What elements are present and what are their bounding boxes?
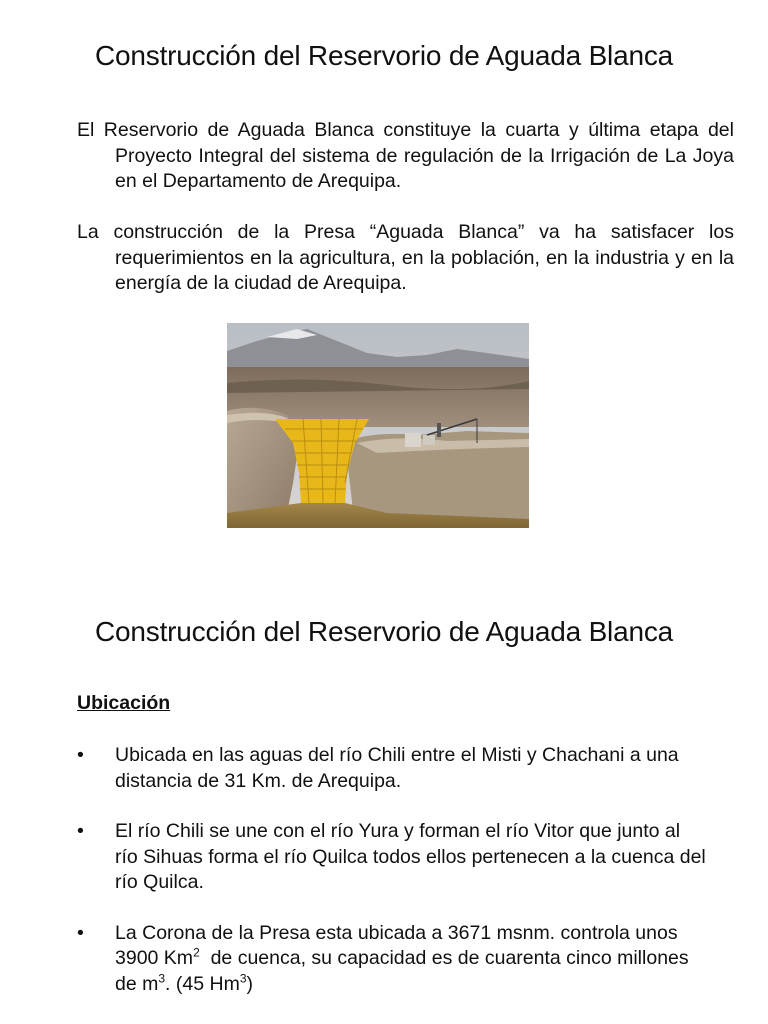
section-heading-ubicacion: Ubicación [77,692,171,714]
bullet-marker: • [77,921,84,944]
dam-construction-photo [227,323,529,528]
list-item [77,921,707,998]
bullet-marker: • [77,744,84,766]
slide-title-2: Construcción del Reservorio de Aguada Blanca [95,616,673,647]
bullet-text: El río Chili se une con el río Yura y forman el río Vitor que junto al río Sihuas forma el río Quilca todos ellos pertenecen a la cuenca del río Quilca. [115,820,706,893]
slide-title: Construcción del Reservorio de Aguada Blanca [95,40,673,71]
location-bullet-list [77,743,707,1022]
purpose-paragraph [77,220,734,297]
purpose-text-start: La construcción de la Presa “ [77,221,377,243]
dam-name: Aguada Blanca [376,221,518,243]
bullet-text: La Corona de la Presa esta ubicada a 3671 msnm. controla unos 3900 Km$^2$ de cuenca, su capacidad es de cuarenta cinco millones de $m^3$. (45 Hm$^3$) [115,921,695,995]
intro-paragraph: El Reservorio de Aguada Blanca constituye la cuarta y última etapa del Proyecto Integral del sistema de regulación de la Irrigación de La Joya en el Departamento de Arequipa. [77,119,734,192]
list-item [77,743,707,794]
list-item [77,819,707,896]
purpose-text-end: ” va ha satisfacer los requerimientos en la agricultura, en la población, en la industria y en la energía de la ciudad de Arequipa. [115,221,734,294]
bullet-text: Ubicada en las aguas del río Chili entre el Misti y Chachani a una distancia de 31 Km. de Arequipa. [115,744,679,792]
bullet-marker: • [77,820,84,842]
